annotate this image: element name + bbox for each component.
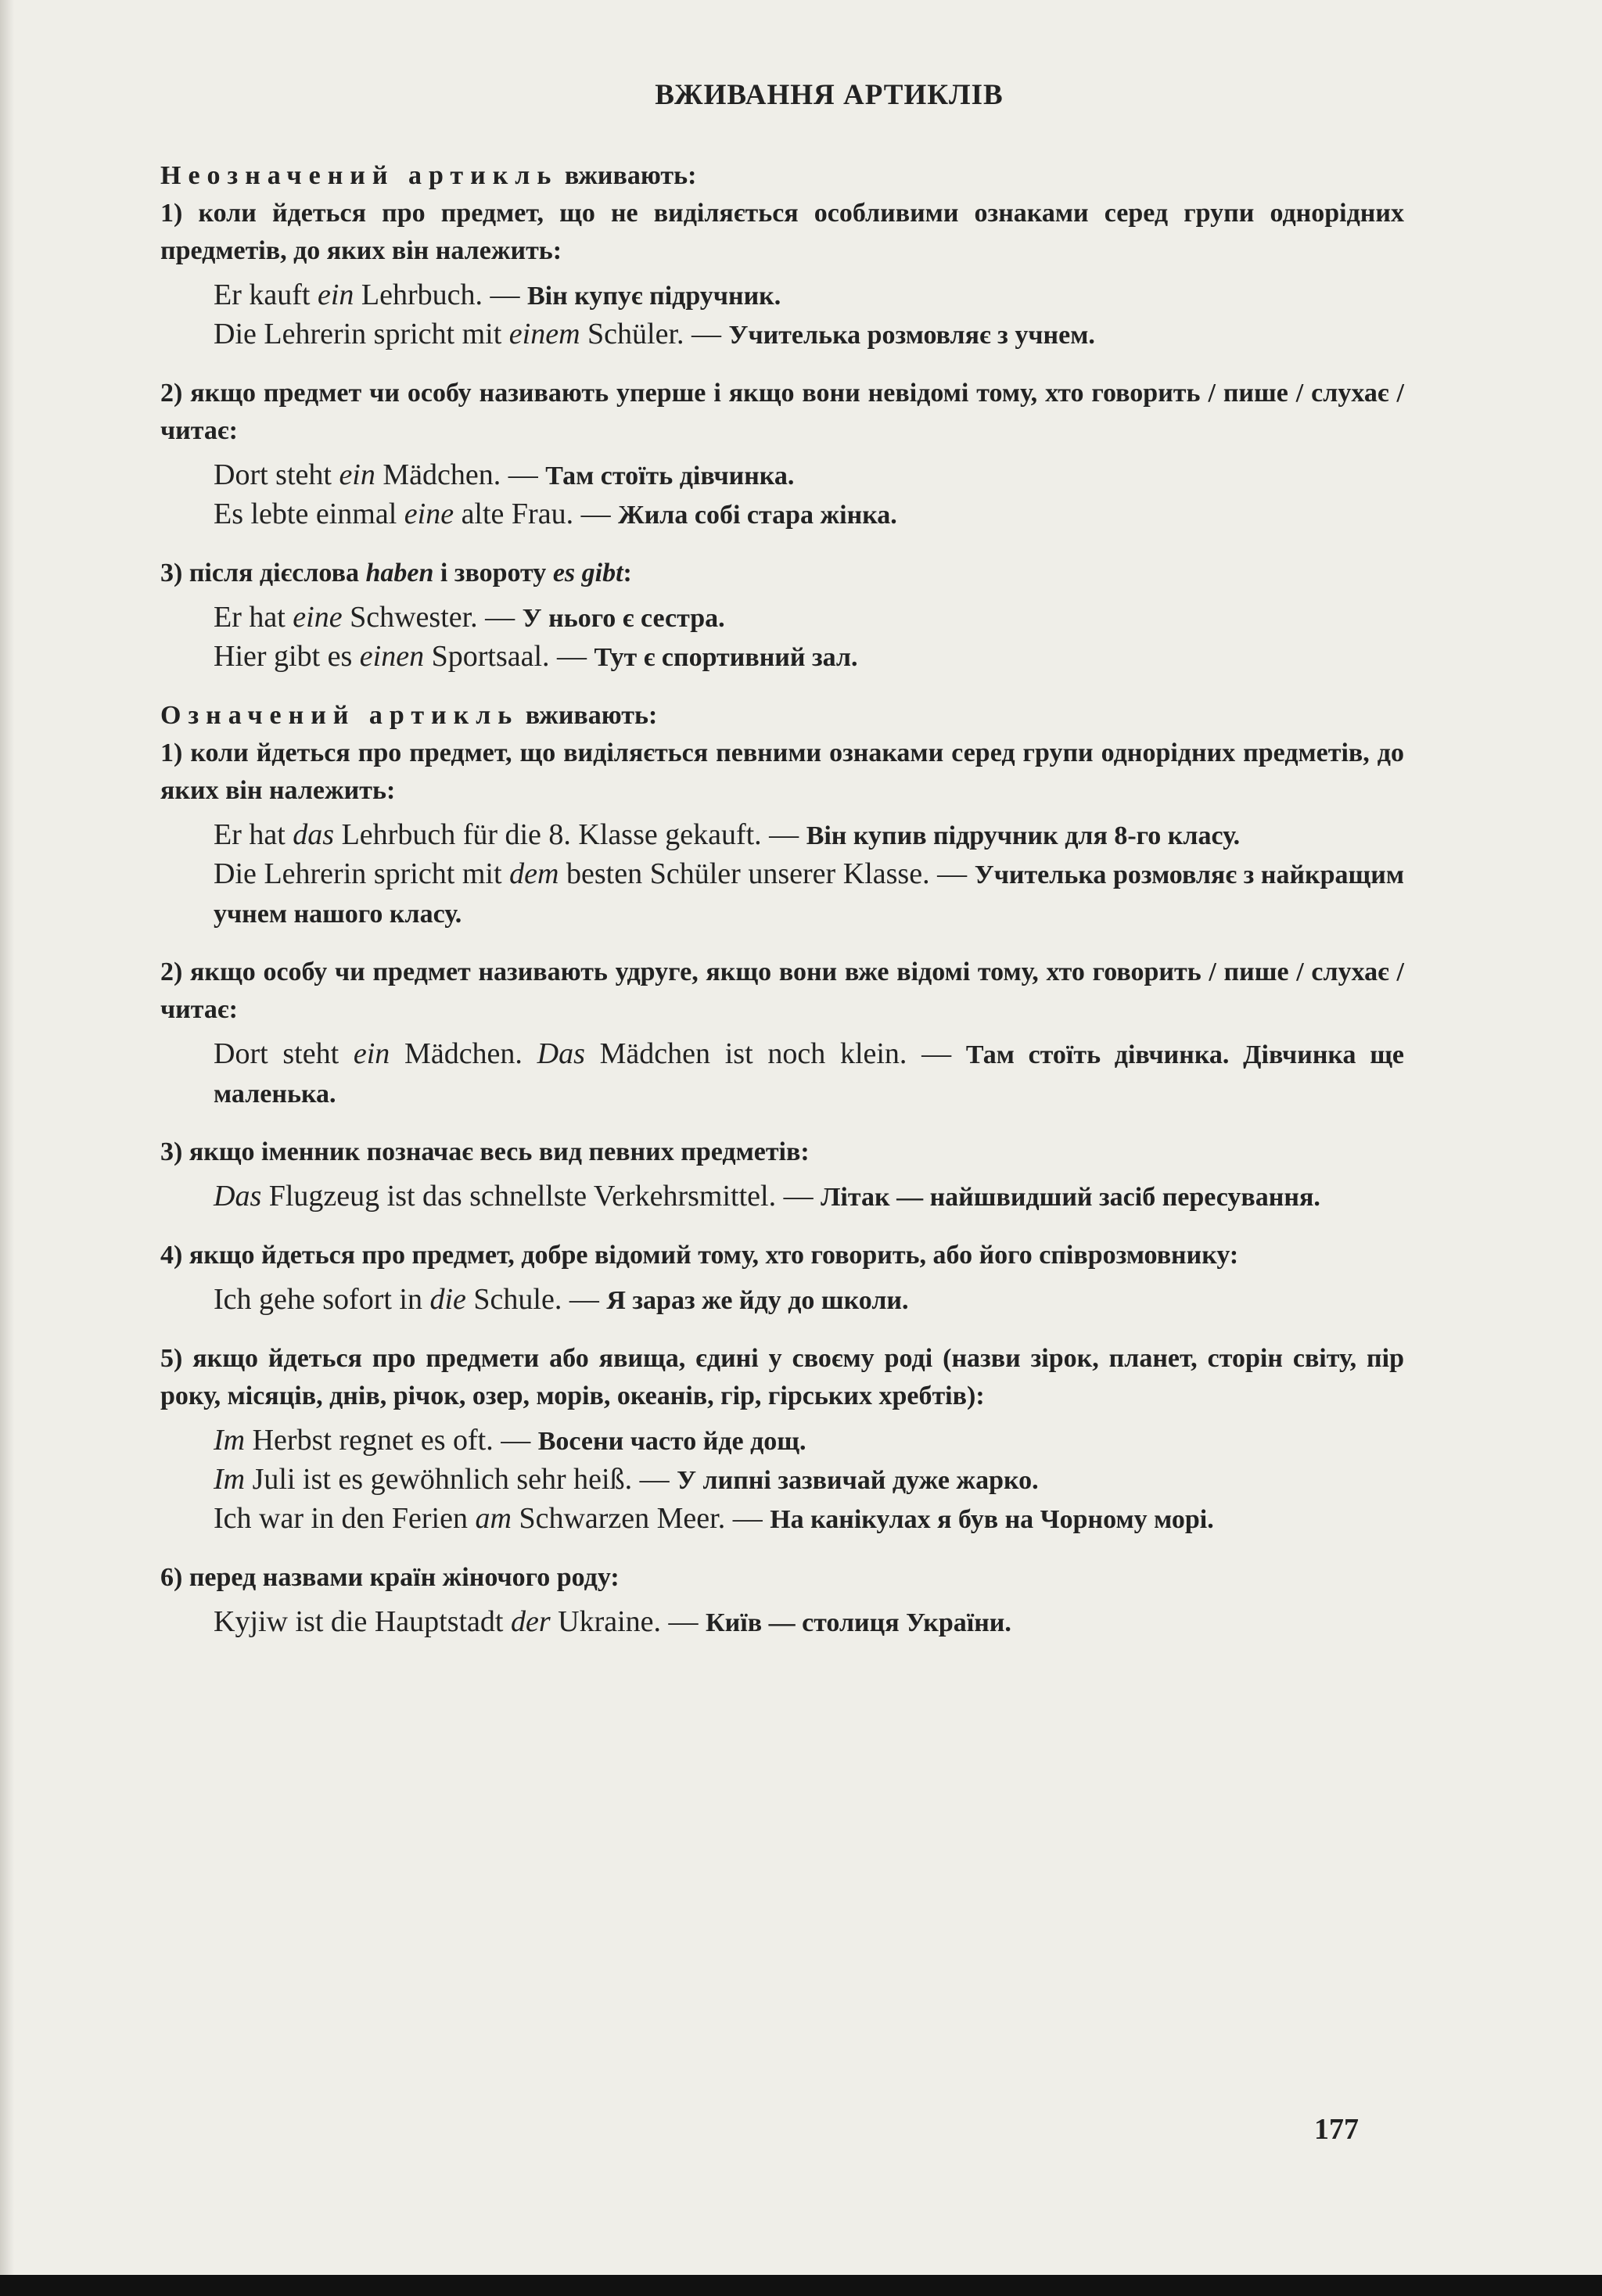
example-article: Im [214,1463,246,1496]
indefinite-rule-2-examples [160,456,1404,534]
example-german: Mädchen ist noch klein. — [584,1037,966,1070]
example-german: Mädchen. [390,1037,537,1070]
example-translation: Він купує підручник. [527,282,781,311]
example-german: besten Schüler unserer Klasse. — [559,857,975,890]
definite-rule-3-examples [160,1177,1404,1216]
example-german: Flugzeug ist das schnellste Verkehrsmittel. — [261,1180,821,1213]
example-german: Schwarzen Meer. — [511,1502,770,1535]
indefinite-rule-2: 2) якщо предмет чи особу називають уперше і якщо вони невідомі тому, хто говорить / пише / слухає / читає: [160,379,1404,445]
example-line [214,855,1404,933]
example-article: einen [359,640,425,673]
example-translation: Учителька розмовляє з найкращим учнем нашого класу. [214,861,1404,929]
definite-term: Означений артикль [160,701,519,730]
example-german: Herbst regnet es oft. — [245,1424,538,1457]
example-translation: Я зараз же йду до школи. [606,1286,909,1315]
example-line [214,315,1404,354]
example-article: eine [293,601,343,634]
example-article: Das [537,1037,585,1070]
definite-rule-6: 6) перед назвами країн жіночого роду: [160,1563,620,1592]
example-line [214,598,1404,638]
example-article: das [293,818,335,851]
example-article: ein [339,458,375,491]
example-translation: Жила собі стара жінка. [618,501,897,530]
example-article: am [475,1502,512,1535]
definite-rule-1-examples [160,816,1404,933]
example-line [214,1177,1404,1216]
definite-rule-6-examples [160,1603,1404,1642]
page-content [160,78,1404,1662]
example-german: Kyjiw ist die Hauptstadt [214,1605,511,1638]
example-translation: Тут є спортивний зал. [594,643,858,672]
example-german: Juli ist es gewöhnlich sehr heiß. — [245,1463,677,1496]
example-german: Schule. — [465,1283,607,1316]
definite-rule-4-examples [160,1281,1404,1320]
example-line [214,276,1404,315]
example-article: ein [353,1037,390,1070]
rule-text: : [623,559,632,587]
definite-rule-2: 2) якщо особу чи предмет називають удруге, якщо вони вже відомі тому, хто говорить / пише / слухає / читає: [160,958,1404,1024]
example-line [214,1461,1404,1500]
example-line [214,1500,1404,1539]
example-german: Schüler. — [580,318,729,350]
example-translation: Там стоїть дівчинка. [545,462,795,490]
rule-phrase: es gibt [552,559,623,587]
example-german: alte Frau. — [454,498,619,530]
example-translation: Київ — столиця України. [706,1608,1011,1637]
definite-rule-5-examples [160,1421,1404,1539]
example-translation: На канікулах я був на Чорному морі. [770,1505,1214,1534]
example-article: Im [214,1424,246,1457]
example-line [214,816,1404,855]
example-german: Er kauft [214,278,318,311]
definite-heading-rest: вживають: [519,701,658,730]
definite-rule-4: 4) якщо йдеться про предмет, добре відомий тому, хто говорить, або його співрозмовнику: [160,1241,1239,1270]
example-article: die [429,1283,466,1316]
rule-verb: haben [365,559,434,587]
indefinite-rule-3 [160,555,1404,592]
example-german: Sportsaal. — [424,640,594,673]
example-translation: Учителька розмовляє з учнем. [728,321,1095,350]
example-german: Schwester. — [342,601,523,634]
indefinite-rule-3-examples [160,598,1404,677]
indefinite-heading [160,157,1404,195]
example-line [214,638,1404,677]
definite-rule-5: 5) якщо йдеться про предмети або явища, єдині у своєму роді (назви зірок, планет, сторін світу, пір року, місяців, днів, річок, озер, морів, океанів, гір, гірських хребтів): [160,1344,1404,1410]
example-line [214,1603,1404,1642]
example-german: Lehrbuch für die 8. Klasse gekauft. — [334,818,806,851]
example-article: ein [317,278,354,311]
indefinite-term: Неозначений артикль [160,161,559,190]
example-translation: Він купив підручник для 8-го класу. [806,821,1241,850]
page-number: 177 [1314,2113,1359,2146]
example-german: Die Lehrerin spricht mit [214,318,509,350]
example-article: einem [508,318,580,350]
example-german: Mädchen. — [375,458,546,491]
example-line [214,1421,1404,1461]
example-german: Dort steht [214,1037,354,1070]
page-title: ВЖИВАННЯ АРТИКЛІВ [655,79,1004,111]
example-german: Lehrbuch. — [354,278,527,311]
example-line [214,1281,1404,1320]
definite-rule-2-examples [160,1035,1404,1113]
definite-rule-3: 3) якщо іменник позначає весь вид певних предметів: [160,1137,810,1166]
rule-text: і звороту [433,559,553,587]
definite-rule-1: 1) коли йдеться про предмет, що виділяється певними ознаками серед групи однорідних предметів, до яких він належить: [160,738,1404,805]
example-german: Ich war in den Ferien [214,1502,476,1535]
scan-bottom-edge [0,2275,1602,2296]
example-article: der [510,1605,551,1638]
example-translation: У нього є сестра. [522,604,725,633]
example-article: eine [404,498,454,530]
example-german: Die Lehrerin spricht mit [214,857,510,890]
example-article: Das [214,1180,262,1213]
example-translation: Там стоїть дівчинка. Дівчинка ще маленька. [214,1040,1404,1108]
definite-heading [160,697,1404,735]
indefinite-rule-1: 1) коли йдеться про предмет, що не виділяється особливими ознаками серед групи однорідних предметів, до яких він належить: [160,199,1404,265]
indefinite-rule-1-examples [160,276,1404,354]
example-translation: Літак — найшвидший засіб пересування. [821,1183,1320,1212]
example-german: Er hat [214,601,293,634]
example-german: Er hat [214,818,293,851]
example-german: Ich gehe sofort in [214,1283,430,1316]
example-german: Dort steht [214,458,339,491]
example-line [214,1035,1404,1113]
example-german: Ukraine. — [550,1605,706,1638]
example-translation: Восени часто йде дощ. [537,1427,806,1456]
rule-text: 3) після дієслова [160,559,366,587]
page-binding-shadow [0,0,14,2275]
example-line [214,495,1404,534]
example-article: dem [509,857,559,890]
example-translation: У липні зазвичай дуже жарко. [677,1466,1039,1495]
indefinite-heading-rest: вживають: [558,161,697,190]
example-line [214,456,1404,495]
example-german: Hier gibt es [214,640,360,673]
example-german: Es lebte einmal [214,498,404,530]
